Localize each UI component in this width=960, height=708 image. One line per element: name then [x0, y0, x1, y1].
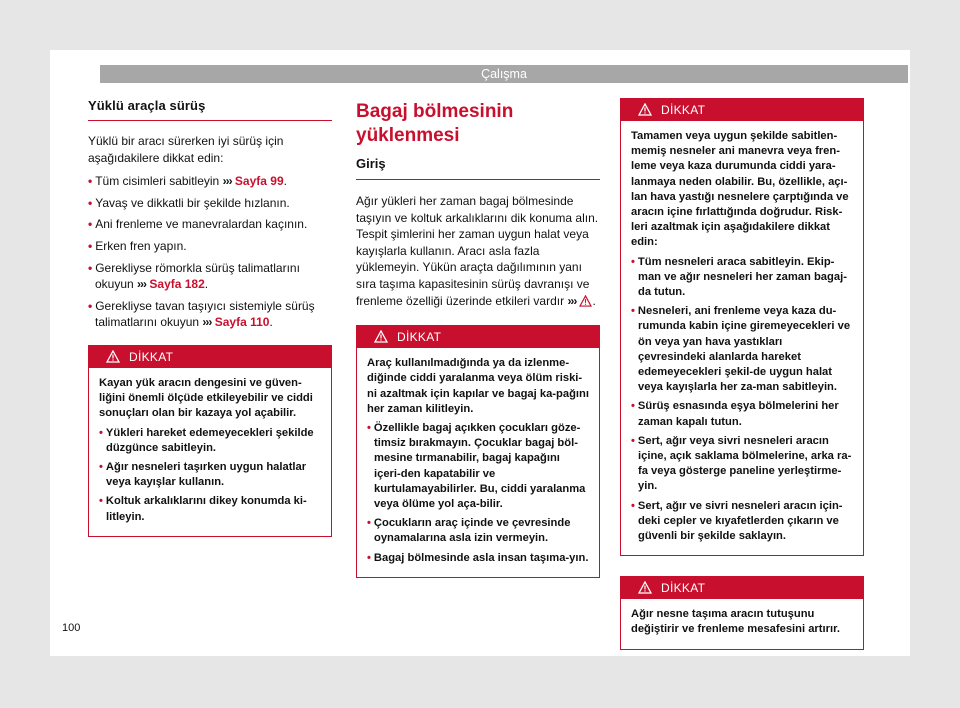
column-middle — [356, 98, 600, 578]
bullet-icon: • — [99, 495, 103, 508]
list-item: • Tüm cisimleri sabitleyin ››› Sayfa 99. — [88, 174, 287, 189]
bullet-icon: • — [631, 434, 635, 447]
bullet-icon: • — [367, 551, 371, 564]
subsection-title: Giriş — [356, 148, 600, 180]
warning-header — [621, 99, 863, 121]
warning-text: Kayan yük aracın dengesini ve güven-liğini önemli ölçüde etkileyebilir ve ciddi sonuçları olan bir kazaya yol açabilir. — [99, 376, 313, 420]
warning-label: DİKKAT — [661, 581, 706, 596]
tips-list — [88, 173, 332, 331]
list-item: • Gerekliyse tavan taşıyıcı sistemiyle sürüş talimatlarını okuyun ››› Sayfa 110. — [88, 298, 315, 330]
page-number: 100 — [62, 622, 81, 634]
warning-box — [88, 345, 332, 537]
page-reference-link[interactable]: Sayfa 182 — [149, 277, 205, 292]
warning-header — [89, 346, 331, 368]
chapter-header: Çalışma — [100, 65, 908, 83]
list-item: • Sürüş esnasında eşya bölmelerini her zaman kapalı tutun. — [631, 400, 839, 428]
bullet-icon: • — [367, 421, 371, 434]
bullet-icon: • — [631, 499, 635, 512]
arrow-icon: ››› — [222, 174, 232, 189]
warning-triangle-icon — [374, 330, 388, 343]
warning-list — [631, 255, 853, 545]
intro-text: Yüklü bir aracı sürerken iyi sürüş için aşağıdakilere dikkat edin: — [88, 134, 284, 165]
warning-triangle-icon — [638, 581, 652, 594]
warning-box — [356, 325, 600, 578]
list-item: • Koltuk arkalıklarını dikey konumda ki-litleyin. — [99, 495, 307, 523]
bullet-icon: • — [88, 174, 93, 189]
warning-text: Ağır nesne taşıma aracın tutuşunu değiştirir ve frenleme mesafesini artırır. — [631, 608, 840, 636]
list-item: • Ağır nesneleri taşırken uygun halatlar veya kayışlar kullanın. — [99, 460, 307, 489]
warning-triangle-icon — [579, 295, 592, 307]
list-item: • Çocukların araç içinde ve çevresinde oynamalarına asla izin vermeyin. — [367, 517, 571, 545]
manual-page — [50, 50, 910, 656]
list-item: • Yavaş ve dikkatli bir şekilde hızlanın. — [88, 195, 290, 210]
warning-body — [621, 121, 863, 555]
section-title: Yüklü araçla sürüş — [88, 98, 332, 121]
bullet-icon: • — [88, 217, 93, 232]
warning-header — [357, 326, 599, 348]
list-item: • Sert, ağır ve sivri nesneleri aracın için-deki cepler ve kıyafetlerden çıkarın ve güvenli bir şekilde saklayın. — [631, 499, 843, 543]
bullet-icon: • — [99, 460, 103, 473]
warning-body — [89, 368, 331, 536]
chapter-title: Bagaj bölmesinin yüklenmesi — [356, 101, 514, 146]
arrow-icon: ››› — [567, 293, 577, 308]
bullet-icon: • — [88, 260, 93, 275]
bullet-icon: • — [88, 195, 93, 210]
warning-text: Araç kullanılmadığında ya da izlenme-diğinde ciddi yaralanma veya ölüm riski-ni azaltmak için kapılar ve bagaj ka-pağını her zaman kilitleyin. — [367, 357, 589, 415]
list-item: • Bagaj bölmesinde asla insan taşıma-yın. — [367, 551, 589, 564]
warning-box — [620, 576, 864, 649]
bullet-icon: • — [367, 517, 371, 530]
column-right — [620, 98, 864, 650]
body-text: Ağır yükleri her zaman bagaj bölmesinde taşıyın ve koltuk arkalıklarını dik konuma alın. Tespit şimlerini her zaman uygun halat veya kayışlarla kullanın. Aracı asla fazla yüklemeyin. Yükün araçta dağılımının yanı sıra taşıma kapasitesinin sürüş davranışı ve frenleme özelliği üzerinde etkileri vardır ››› . — [356, 194, 599, 308]
warning-body — [621, 599, 863, 648]
warning-triangle-icon — [638, 103, 652, 116]
column-left — [88, 98, 332, 537]
page-reference-link[interactable]: Sayfa 99 — [234, 174, 284, 189]
list-item: • Gerekliyse römorkla sürüş talimatlarını okuyun ››› Sayfa 182. — [88, 260, 300, 292]
list-item: • Sert, ağır veya sivri nesneleri aracın içine, açık saklama bölmelerine, arka ra-fa veya gösterge paneline yerleştirme-yin. — [631, 434, 852, 493]
arrow-icon: ››› — [137, 277, 147, 292]
warning-label: DİKKAT — [397, 330, 442, 345]
warning-box — [620, 98, 864, 556]
warning-list — [367, 421, 589, 566]
bullet-icon: • — [88, 238, 93, 253]
list-item: • Nesneleri, ani frenleme veya kaza du-rumunda kabin içine giremeyecekleri ve ön veya yan hava yastıkları çevresindeki alanlarda hareket edemeyecekleri şekil-de uygun halat veya kayışlarla her za-man sabitleyin. — [631, 305, 851, 394]
list-item: • Yükleri hareket edemeyecekleri şekilde düzgünce sabitleyin. — [99, 426, 314, 454]
bullet-icon: • — [99, 426, 103, 439]
bullet-icon: • — [88, 298, 93, 313]
warning-body — [357, 348, 599, 577]
warning-header — [621, 577, 863, 599]
list-item: • Özellikle bagaj açıkken çocukları göze-timsiz bırakmayın. Çocuklar bagaj böl-mesine tırmanabilir, bagaj kapağını içeri-den kapatabilir ve kurtulamayabilirler. Bu, ciddi yaralanma veya ölüme yol aça-bilir. — [367, 421, 586, 510]
warning-label: DİKKAT — [661, 103, 706, 117]
bullet-icon: • — [631, 400, 635, 413]
warning-triangle-icon — [106, 350, 120, 363]
arrow-icon: ››› — [202, 315, 212, 330]
list-item: • Ani frenleme ve manevralardan kaçının. — [88, 217, 308, 232]
list-item: • Tüm nesneleri araca sabitleyin. Ekip-man ve ağır nesneleri her zaman bagaj-da tutun. — [631, 255, 847, 299]
bullet-icon: • — [631, 305, 635, 318]
warning-list — [99, 426, 321, 525]
page-reference-link[interactable]: Sayfa 110 — [214, 315, 270, 330]
bullet-icon: • — [631, 255, 635, 268]
warning-text: Tamamen veya uygun şekilde sabitlen-memiş nesneler ani manevra veya fren-leme veya kaza durumunda ciddi yara-lanmaya neden olabilir. Bu, özellikle, açı-lan hava yastığı nesnelere çarptığında ve aracın içine fırlattığında doğrudur. Risk-leri azaltmak için aşağıdakilere dikkat edin: — [631, 130, 849, 249]
warning-label: DİKKAT — [129, 349, 174, 364]
list-item: • Erken fren yapın. — [88, 238, 187, 253]
